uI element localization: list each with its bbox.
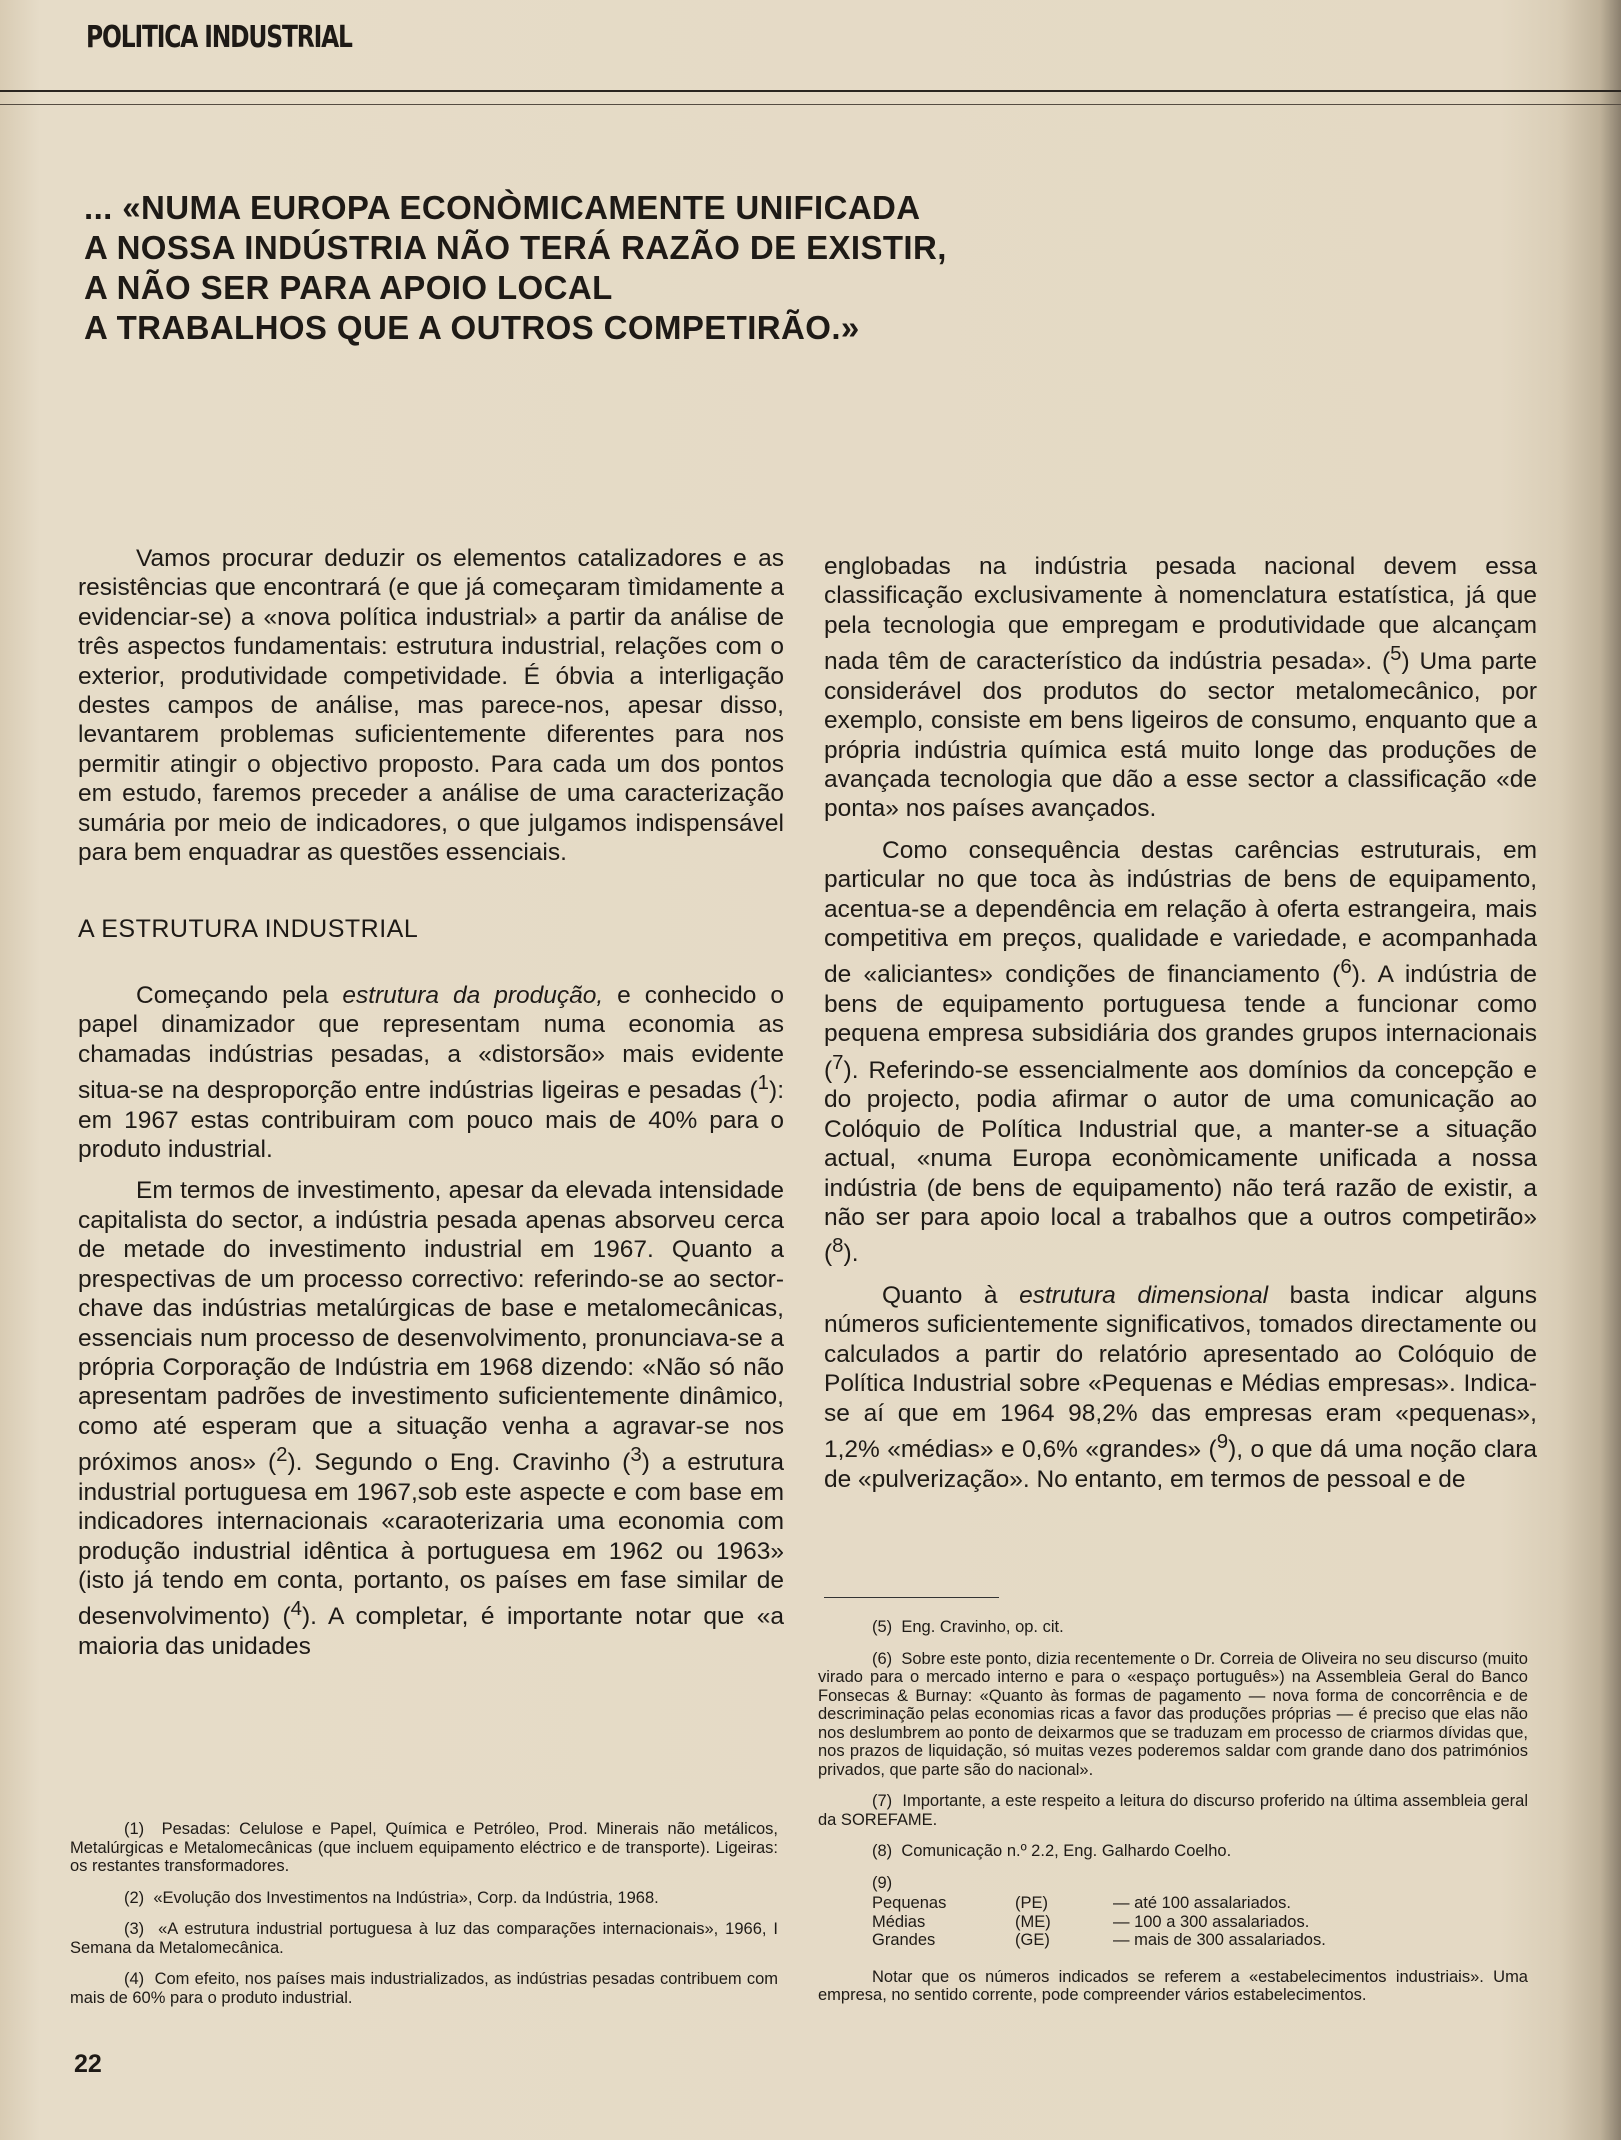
table-cell: (GE) [1015, 1931, 1050, 1949]
body-paragraph: Como consequência destas carências estruturais, em particular no que toca às indústrias de bens de equipamento, acentua-se a dependência em relação à oferta estrangeira, mais competitiva em preços, qualidade e variedade, e acompanhada de «aliciantes» condições de financiamento ($^6$). A indústria de bens de equipamento portuguesa tende a funcionar como pequena empresa subsidiária dos grandes grupos internacionais ($^7$). Referindo-se essencialmente aos domínios da concepção e do projecto, podia afirmar o autor de uma comunicação ao Colóquio de Política Industrial que, a manter-se a situação actual, «numa Europa econòmicamente unificada a nossa indústria (de bens de equipamento) não terá razão de existir, a não ser para apoio local a trabalhos que a outros competirão» ($^8$). [824, 836, 1537, 1268]
footnote-note: Notar que os números indicados se referem a «estabelecimentos industriais». Uma empresa, no sentido corrente, pode compreender vários estabelecimentos. [818, 1967, 1528, 2004]
left-column [78, 544, 784, 1673]
footnote-ref: 9 [1216, 1431, 1229, 1453]
pull-quote-line: A NOSSA INDÚSTRIA NÃO TERÁ RAZÃO DE EXISTIR, [84, 229, 947, 266]
footnote-ref: 1 [757, 1072, 770, 1095]
body-paragraph: englobadas na indústria pesada nacional devem essa classificação exclusivamente à nomenclatura estatística, já que pela tecnologia que empregam e produtividade que alcançam nada têm de característico da indústria pesada». ($^5$) Uma parte considerável dos produtos do sector metalomecânico, por exemplo, consiste em bens ligeiros de consumo, enquanto que a própria indústria química está muito longe das produções de avançada tecnologia que dão a esse sector a classificação «de ponta» nos países avançados. [824, 553, 1537, 823]
page-number: 22 [74, 2050, 102, 2078]
header-rule-secondary [0, 104, 1621, 105]
section-heading: A ESTRUTURA INDUSTRIAL [78, 915, 419, 944]
footnote: (3) «A estrutura industrial portuguesa à luz das comparações internacionais», 1966, I Semana da Metalomecânica. [70, 1920, 778, 1957]
footnote: (6) Sobre este ponto, dizia recentemente o Dr. Correia de Oliveira no seu discurso (muito virado para o mercado interno e para o «espaço português») na Assembleia Geral do Banco Fonsecas & Burnay: «Quanto às formas de pagamento — nova forma de concorrência e de descriminação pelas economias ricas a favor das produções próprias — é preciso que elas não nos deslumbrem ao ponto de deixarmos que se traduzam em processo de criarmos dívidas que, nos prazos de liquidação, só muitas vezes poderemos saldar com grande dano dos patrimónios privados, que parte são do nacional». [818, 1649, 1528, 1779]
intro-paragraph: Vamos procurar deduzir os elementos catalizadores e as resistências que encontrará (e que já começaram tìmidamente a evidenciar-se) a «nova política industrial» a partir da análise de três aspectos fundamentais: estrutura industrial, relações com o exterior, produtividade competividade. É óbvia a interligação destes campos de análise, mas parece-nos, apesar disso, levantarem problemas suficientemente diferentes para nos permitir atingir o objectivo proposto. Para cada um dos pontos em estudo, faremos preceder a análise de uma caracterização sumária por meio de indicadores, o que julgamos indispensável para bem enquadrar as questões essenciais. [78, 545, 784, 867]
footnotes-left [70, 1820, 778, 2020]
table-cell: Médias [872, 1912, 926, 1931]
footnote: (2) «Evolução dos Investimentos na Indústria», Corp. da Indústria, 1968. [124, 1888, 659, 1907]
table-cell: Grandes [872, 1931, 936, 1949]
footnote: (5) Eng. Cravinho, op. cit. [872, 1618, 1064, 1636]
table-cell: — até 100 assalariados. [1113, 1894, 1291, 1912]
footnote: (7) Importante, a este respeito a leitura do discurso proferido na última assembleia geral da SOREFAME. [818, 1792, 1528, 1829]
footnote-ref: 2 [276, 1444, 288, 1467]
footnotes-right [818, 1618, 1528, 2018]
footnote-ref: 5 [1390, 643, 1402, 666]
right-column [824, 552, 1537, 1506]
footnote-ref: 4 [290, 1598, 302, 1621]
table-cell: — 100 a 300 assalariados. [1113, 1912, 1310, 1931]
table-cell: (PE) [1015, 1894, 1048, 1912]
pull-quote [84, 188, 1334, 348]
table-cell: (ME) [1015, 1912, 1051, 1931]
footnote-ref: 3 [630, 1444, 642, 1467]
footnote-ref: 6 [1340, 956, 1352, 979]
section-header: POLITICA INDUSTRIAL [86, 20, 352, 55]
footnote: (9) [872, 1873, 893, 1892]
footnote: (4) Com efeito, nos países mais industrializados, as indústrias pesadas contribuem com mais de 60% para o produto industrial. [70, 1970, 779, 2007]
table-cell: — mais de 300 assalariados. [1113, 1931, 1326, 1949]
footnote-ref: 8 [832, 1235, 844, 1258]
footnote-ref: 7 [832, 1051, 844, 1074]
body-paragraph: Quanto à estrutura dimensional basta indicar alguns números suficientemente significativos, tomados directamente ou calculados a partir do relatório apresentado ao Colóquio de Política Industrial sobre «Pequenas e Médias empresas». Indica-se aí que em 1964 98,2% das empresas eram «pequenas», 1,2% «médias» e 0,6% «grandes» ($^9$), o que dá uma noção clara de «pulverização». No entanto, em termos de pessoal e de [824, 1281, 1538, 1493]
pull-quote-line: A NÃO SER PARA APOIO LOCAL [84, 269, 613, 306]
size-classification-table [872, 1894, 1528, 1950]
footnote-rule [824, 1597, 999, 1598]
pull-quote-line: ... «NUMA EUROPA ECONÒMICAMENTE UNIFICADA [84, 189, 921, 226]
header-rule [0, 90, 1621, 92]
footnote: (1) Pesadas: Celulose e Papel, Química e Petróleo, Prod. Minerais não metálicos, Metalúrgicas e Metalomecânicas (que incluem equipamento eléctrico e de transporte). Ligeiras: os restantes transformadores. [70, 1820, 778, 1875]
body-paragraph: Começando pela estrutura da produção, e conhecido o papel dinamizador que representam numa economia as chamadas indústrias pesadas, a «distorsão» mais evidente situa-se na desproporção entre indústrias ligeiras e pesadas ($^1$): em 1967 estas contribuiram com pouco mais de 40% para o produto industrial. [78, 981, 784, 1164]
body-paragraph: Em termos de investimento, apesar da elevada intensidade capitalista do sector, a indústria pesada apenas absorveu cerca de metade do investimento industrial em 1967. Quanto a prespectivas de um processo correctivo: referindo-se ao sector-chave das indústrias metalúrgicas de base e metalomecânicas, essenciais num processo de desenvolvimento, pronunciava-se a própria Corporação de Indústria em 1968 dizendo: «Não só não apresentam padrões de investimento suficientemente dinâmico, como até esperam que a situação venha a agravar-se nos próximos anos» ($^2$). Segundo o Eng. Cravinho ($^3$) a estrutura industrial portuguesa em 1967,sob este aspecte e com base em indicadores internacionais «caraoterizaria uma economia com produção industrial idêntica à portuguesa em 1962 ou 1963» (isto já tendo em conta, portanto, os países em fase similar de desenvolvimento) ($^4$). A completar, é importante notar que «a maioria das unidades [78, 1177, 784, 1660]
footnote: (8) Comunicação n.º 2.2, Eng. Galhardo Coelho. [872, 1842, 1232, 1860]
table-cell: Pequenas [872, 1894, 947, 1912]
pull-quote-line: A TRABALHOS QUE A OUTROS COMPETIRÃO.» [84, 309, 860, 346]
